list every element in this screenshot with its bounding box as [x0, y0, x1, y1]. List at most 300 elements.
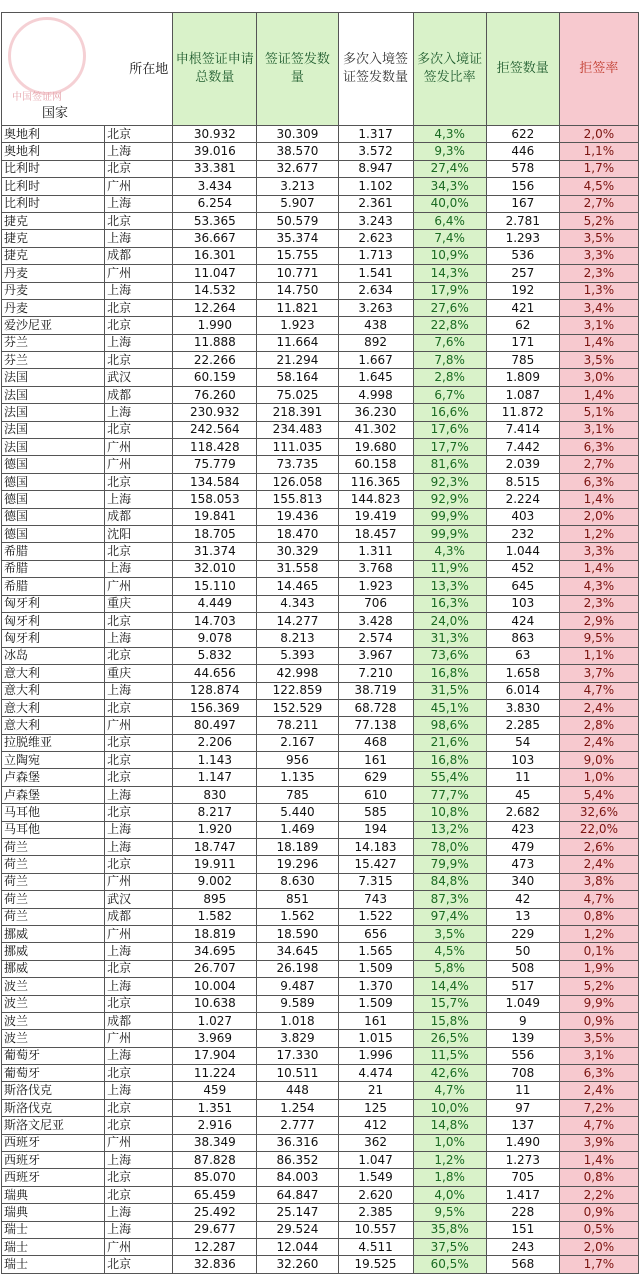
location-cell: 北京 [105, 734, 173, 751]
multi-ratio-cell: 14,8% [413, 1117, 486, 1134]
issued-cell: 29.524 [257, 1221, 338, 1238]
country-cell: 芬兰 [2, 334, 105, 351]
country-cell: 荷兰 [2, 873, 105, 890]
country-cell: 西班牙 [2, 1152, 105, 1169]
location-cell: 成都 [105, 247, 173, 264]
table-row [2, 1012, 639, 1029]
applications-cell: 32.010 [173, 560, 257, 577]
applications-cell: 2.916 [173, 1117, 257, 1134]
applications-cell: 11.224 [173, 1065, 257, 1082]
applications-cell: 830 [173, 786, 257, 803]
issued-cell: 86.352 [257, 1152, 338, 1169]
table-row [2, 752, 639, 769]
issued-cell: 9.589 [257, 995, 338, 1012]
issued-cell: 2.777 [257, 1117, 338, 1134]
multi-issued-cell: 1.549 [338, 1169, 413, 1186]
country-cell: 冰岛 [2, 647, 105, 664]
location-cell: 北京 [105, 1186, 173, 1203]
multi-ratio-cell: 92,3% [413, 473, 486, 490]
refusal-rate-cell: 9,5% [559, 630, 638, 647]
applications-cell: 459 [173, 1082, 257, 1099]
applications-cell: 18.747 [173, 839, 257, 856]
table-row [2, 960, 639, 977]
location-cell: 上海 [105, 195, 173, 212]
issued-cell: 78.211 [257, 717, 338, 734]
location-cell: 成都 [105, 1012, 173, 1029]
multi-ratio-cell: 10,0% [413, 1099, 486, 1116]
multi-issued-cell: 1.370 [338, 978, 413, 995]
multi-issued-cell: 4.998 [338, 386, 413, 403]
multi-issued-cell: 2.623 [338, 230, 413, 247]
table-row [2, 978, 639, 995]
country-cell: 卢森堡 [2, 786, 105, 803]
multi-ratio-cell: 22,8% [413, 317, 486, 334]
issued-cell: 34.645 [257, 943, 338, 960]
multi-issued-cell: 1.996 [338, 1047, 413, 1064]
multi-issued-cell: 1.047 [338, 1152, 413, 1169]
country-cell: 意大利 [2, 665, 105, 682]
refused-cell: 257 [486, 265, 559, 282]
applications-cell: 1.351 [173, 1099, 257, 1116]
issued-cell: 21.294 [257, 352, 338, 369]
location-cell: 广州 [105, 1030, 173, 1047]
refused-cell: 622 [486, 126, 559, 143]
multi-issued-cell: 706 [338, 595, 413, 612]
schengen-visa-table [1, 12, 639, 1274]
location-cell: 重庆 [105, 595, 173, 612]
multi-ratio-cell: 10,9% [413, 247, 486, 264]
location-cell: 武汉 [105, 369, 173, 386]
issued-cell: 5.393 [257, 647, 338, 664]
multi-issued-cell: 1.923 [338, 578, 413, 595]
table-row [2, 891, 639, 908]
table-row [2, 856, 639, 873]
refusal-rate-cell: 5,2% [559, 978, 638, 995]
header-location: 所在地 [129, 62, 169, 77]
refused-cell: 3.830 [486, 699, 559, 716]
multi-ratio-cell: 7,6% [413, 334, 486, 351]
table-row [2, 1134, 639, 1151]
country-cell: 波兰 [2, 978, 105, 995]
refused-cell: 863 [486, 630, 559, 647]
issued-cell: 10.771 [257, 265, 338, 282]
table-row [2, 247, 639, 264]
location-cell: 北京 [105, 1065, 173, 1082]
refused-cell: 97 [486, 1099, 559, 1116]
applications-cell: 1.147 [173, 769, 257, 786]
applications-cell: 53.365 [173, 212, 257, 229]
refused-cell: 785 [486, 352, 559, 369]
refused-cell: 54 [486, 734, 559, 751]
table-row [2, 508, 639, 525]
refused-cell: 11.872 [486, 404, 559, 421]
applications-cell: 9.078 [173, 630, 257, 647]
multi-issued-cell: 116.365 [338, 473, 413, 490]
refusal-rate-cell: 3,1% [559, 317, 638, 334]
header-country: 国家 [42, 106, 69, 121]
applications-cell: 134.584 [173, 473, 257, 490]
table-row [2, 839, 639, 856]
table-row [2, 665, 639, 682]
country-cell: 爱沙尼亚 [2, 317, 105, 334]
table-row [2, 578, 639, 595]
multi-ratio-cell: 5,8% [413, 960, 486, 977]
table-row [2, 1204, 639, 1221]
issued-cell: 1.018 [257, 1012, 338, 1029]
header-multi-issued: 多次入境签证签发数量 [338, 13, 413, 126]
location-cell: 广州 [105, 456, 173, 473]
country-cell: 德国 [2, 456, 105, 473]
table-row [2, 1169, 639, 1186]
multi-issued-cell: 2.620 [338, 1186, 413, 1203]
multi-issued-cell: 77.138 [338, 717, 413, 734]
refusal-rate-cell: 5,1% [559, 404, 638, 421]
table-row [2, 1117, 639, 1134]
country-cell: 立陶宛 [2, 752, 105, 769]
refusal-rate-cell: 1,4% [559, 560, 638, 577]
location-cell: 北京 [105, 769, 173, 786]
location-cell: 北京 [105, 1169, 173, 1186]
location-cell: 北京 [105, 543, 173, 560]
country-cell: 法国 [2, 421, 105, 438]
location-cell: 上海 [105, 978, 173, 995]
refusal-rate-cell: 4,7% [559, 1117, 638, 1134]
multi-ratio-cell: 78,0% [413, 839, 486, 856]
refusal-rate-cell: 3,5% [559, 1030, 638, 1047]
country-cell: 瑞典 [2, 1186, 105, 1203]
refusal-rate-cell: 6,3% [559, 473, 638, 490]
multi-ratio-cell: 16,8% [413, 665, 486, 682]
refusal-rate-cell: 1,2% [559, 525, 638, 542]
applications-cell: 2.206 [173, 734, 257, 751]
table-row [2, 1221, 639, 1238]
header-multi-ratio: 多次入境证签发比率 [413, 13, 486, 126]
location-cell: 北京 [105, 352, 173, 369]
country-cell: 比利时 [2, 178, 105, 195]
refused-cell: 1.809 [486, 369, 559, 386]
country-cell: 比利时 [2, 195, 105, 212]
refusal-rate-cell: 22,0% [559, 821, 638, 838]
table-row [2, 1047, 639, 1064]
multi-ratio-cell: 10,8% [413, 804, 486, 821]
location-cell: 北京 [105, 647, 173, 664]
header-refused: 拒签数量 [486, 13, 559, 126]
multi-issued-cell: 68.728 [338, 699, 413, 716]
refusal-rate-cell: 3,3% [559, 543, 638, 560]
multi-ratio-cell: 77,7% [413, 786, 486, 803]
location-cell: 上海 [105, 786, 173, 803]
applications-cell: 22.266 [173, 352, 257, 369]
refusal-rate-cell: 3,5% [559, 230, 638, 247]
table-row [2, 143, 639, 160]
table-row [2, 265, 639, 282]
table-row [2, 369, 639, 386]
applications-cell: 1.582 [173, 908, 257, 925]
country-cell: 荷兰 [2, 891, 105, 908]
multi-issued-cell: 60.158 [338, 456, 413, 473]
refused-cell: 232 [486, 525, 559, 542]
table-row [2, 491, 639, 508]
refused-cell: 229 [486, 925, 559, 942]
refusal-rate-cell: 1,7% [559, 1256, 638, 1273]
refusal-rate-cell: 2,3% [559, 265, 638, 282]
table-row [2, 160, 639, 177]
table-row [2, 873, 639, 890]
multi-issued-cell: 41.302 [338, 421, 413, 438]
country-cell: 捷克 [2, 247, 105, 264]
location-cell: 上海 [105, 230, 173, 247]
refusal-rate-cell: 5,2% [559, 212, 638, 229]
multi-ratio-cell: 27,6% [413, 299, 486, 316]
refused-cell: 2.039 [486, 456, 559, 473]
refusal-rate-cell: 4,7% [559, 682, 638, 699]
table-row [2, 943, 639, 960]
applications-cell: 38.349 [173, 1134, 257, 1151]
issued-cell: 14.465 [257, 578, 338, 595]
applications-cell: 34.695 [173, 943, 257, 960]
refused-cell: 13 [486, 908, 559, 925]
table-row [2, 178, 639, 195]
issued-cell: 19.436 [257, 508, 338, 525]
location-cell: 武汉 [105, 891, 173, 908]
country-cell: 意大利 [2, 717, 105, 734]
refusal-rate-cell: 3,5% [559, 352, 638, 369]
refused-cell: 421 [486, 299, 559, 316]
table-row [2, 126, 639, 143]
issued-cell: 851 [257, 891, 338, 908]
multi-issued-cell: 3.243 [338, 212, 413, 229]
refused-cell: 6.014 [486, 682, 559, 699]
issued-cell: 50.579 [257, 212, 338, 229]
applications-cell: 1.990 [173, 317, 257, 334]
refused-cell: 50 [486, 943, 559, 960]
refusal-rate-cell: 2,0% [559, 1239, 638, 1256]
multi-issued-cell: 1.667 [338, 352, 413, 369]
multi-ratio-cell: 60,5% [413, 1256, 486, 1273]
country-cell: 捷克 [2, 212, 105, 229]
refusal-rate-cell: 32,6% [559, 804, 638, 821]
issued-cell: 9.487 [257, 978, 338, 995]
location-cell: 上海 [105, 839, 173, 856]
country-cell: 瑞士 [2, 1256, 105, 1273]
multi-ratio-cell: 15,7% [413, 995, 486, 1012]
multi-issued-cell: 19.525 [338, 1256, 413, 1273]
issued-cell: 152.529 [257, 699, 338, 716]
applications-cell: 19.841 [173, 508, 257, 525]
refused-cell: 11 [486, 769, 559, 786]
country-cell: 波兰 [2, 995, 105, 1012]
multi-ratio-cell: 3,5% [413, 925, 486, 942]
country-cell: 卢森堡 [2, 769, 105, 786]
location-cell: 广州 [105, 178, 173, 195]
multi-ratio-cell: 17,9% [413, 282, 486, 299]
issued-cell: 25.147 [257, 1204, 338, 1221]
issued-cell: 10.511 [257, 1065, 338, 1082]
multi-issued-cell: 7.210 [338, 665, 413, 682]
table-row [2, 212, 639, 229]
refusal-rate-cell: 4,7% [559, 891, 638, 908]
location-cell: 广州 [105, 578, 173, 595]
issued-cell: 5.440 [257, 804, 338, 821]
multi-ratio-cell: 2,8% [413, 369, 486, 386]
applications-cell: 25.492 [173, 1204, 257, 1221]
issued-cell: 5.907 [257, 195, 338, 212]
multi-ratio-cell: 84,8% [413, 873, 486, 890]
applications-cell: 1.027 [173, 1012, 257, 1029]
refusal-rate-cell: 2,8% [559, 717, 638, 734]
issued-cell: 111.035 [257, 439, 338, 456]
issued-cell: 218.391 [257, 404, 338, 421]
multi-ratio-cell: 4,0% [413, 1186, 486, 1203]
refusal-rate-cell: 6,3% [559, 1065, 638, 1082]
location-cell: 北京 [105, 995, 173, 1012]
applications-cell: 16.301 [173, 247, 257, 264]
country-cell: 奥地利 [2, 143, 105, 160]
applications-cell: 19.911 [173, 856, 257, 873]
multi-ratio-cell: 9,5% [413, 1204, 486, 1221]
applications-cell: 5.832 [173, 647, 257, 664]
refused-cell: 403 [486, 508, 559, 525]
multi-ratio-cell: 7,8% [413, 352, 486, 369]
country-cell: 马耳他 [2, 821, 105, 838]
multi-ratio-cell: 27,4% [413, 160, 486, 177]
applications-cell: 26.707 [173, 960, 257, 977]
location-cell: 北京 [105, 299, 173, 316]
multi-ratio-cell: 6,4% [413, 212, 486, 229]
issued-cell: 14.750 [257, 282, 338, 299]
location-cell: 上海 [105, 1082, 173, 1099]
refused-cell: 139 [486, 1030, 559, 1047]
multi-ratio-cell: 31,3% [413, 630, 486, 647]
multi-issued-cell: 2.634 [338, 282, 413, 299]
multi-issued-cell: 19.680 [338, 439, 413, 456]
country-cell: 挪威 [2, 960, 105, 977]
refusal-rate-cell: 0,9% [559, 1204, 638, 1221]
issued-cell: 1.469 [257, 821, 338, 838]
applications-cell: 242.564 [173, 421, 257, 438]
refusal-rate-cell: 0,1% [559, 943, 638, 960]
multi-ratio-cell: 31,5% [413, 682, 486, 699]
refusal-rate-cell: 2,2% [559, 1186, 638, 1203]
refusal-rate-cell: 2,3% [559, 595, 638, 612]
refused-cell: 473 [486, 856, 559, 873]
refusal-rate-cell: 2,7% [559, 195, 638, 212]
country-cell: 希腊 [2, 560, 105, 577]
multi-issued-cell: 194 [338, 821, 413, 838]
country-cell: 斯洛伐克 [2, 1099, 105, 1116]
applications-cell: 1.143 [173, 752, 257, 769]
multi-ratio-cell: 16,6% [413, 404, 486, 421]
logo-text: 中国签证网 [12, 92, 62, 103]
table-row [2, 1099, 639, 1116]
location-cell: 北京 [105, 473, 173, 490]
country-cell: 芬兰 [2, 352, 105, 369]
multi-issued-cell: 19.419 [338, 508, 413, 525]
applications-cell: 39.016 [173, 143, 257, 160]
table-row [2, 299, 639, 316]
applications-cell: 3.969 [173, 1030, 257, 1047]
issued-cell: 11.664 [257, 334, 338, 351]
refusal-rate-cell: 2,0% [559, 126, 638, 143]
location-cell: 上海 [105, 1204, 173, 1221]
refused-cell: 151 [486, 1221, 559, 1238]
country-cell: 法国 [2, 369, 105, 386]
multi-ratio-cell: 17,7% [413, 439, 486, 456]
multi-ratio-cell: 13,3% [413, 578, 486, 595]
refusal-rate-cell: 2,4% [559, 699, 638, 716]
refused-cell: 1.044 [486, 543, 559, 560]
multi-ratio-cell: 55,4% [413, 769, 486, 786]
multi-ratio-cell: 16,3% [413, 595, 486, 612]
refused-cell: 2.781 [486, 212, 559, 229]
applications-cell: 9.002 [173, 873, 257, 890]
applications-cell: 36.667 [173, 230, 257, 247]
table-row [2, 769, 639, 786]
country-cell: 拉脱维亚 [2, 734, 105, 751]
refused-cell: 1.049 [486, 995, 559, 1012]
applications-cell: 30.932 [173, 126, 257, 143]
table-row [2, 473, 639, 490]
table-row [2, 1186, 639, 1203]
multi-ratio-cell: 4,5% [413, 943, 486, 960]
refusal-rate-cell: 1,9% [559, 960, 638, 977]
location-cell: 北京 [105, 160, 173, 177]
table-row [2, 525, 639, 542]
refused-cell: 1.273 [486, 1152, 559, 1169]
applications-cell: 12.287 [173, 1239, 257, 1256]
refusal-rate-cell: 0,8% [559, 1169, 638, 1186]
issued-cell: 11.821 [257, 299, 338, 316]
issued-cell: 75.025 [257, 386, 338, 403]
applications-cell: 4.449 [173, 595, 257, 612]
refused-cell: 2.224 [486, 491, 559, 508]
multi-ratio-cell: 35,8% [413, 1221, 486, 1238]
multi-ratio-cell: 37,5% [413, 1239, 486, 1256]
applications-cell: 75.779 [173, 456, 257, 473]
country-cell: 丹麦 [2, 265, 105, 282]
location-cell: 北京 [105, 804, 173, 821]
refused-cell: 137 [486, 1117, 559, 1134]
country-cell: 奥地利 [2, 126, 105, 143]
multi-ratio-cell: 99,9% [413, 525, 486, 542]
multi-ratio-cell: 4,3% [413, 126, 486, 143]
multi-ratio-cell: 34,3% [413, 178, 486, 195]
refused-cell: 479 [486, 839, 559, 856]
table-row [2, 1065, 639, 1082]
applications-cell: 15.110 [173, 578, 257, 595]
refusal-rate-cell: 2,0% [559, 508, 638, 525]
multi-issued-cell: 892 [338, 334, 413, 351]
refused-cell: 8.515 [486, 473, 559, 490]
applications-cell: 11.047 [173, 265, 257, 282]
location-cell: 北京 [105, 699, 173, 716]
location-cell: 北京 [105, 1099, 173, 1116]
issued-cell: 234.483 [257, 421, 338, 438]
issued-cell: 32.260 [257, 1256, 338, 1273]
refused-cell: 517 [486, 978, 559, 995]
refusal-rate-cell: 5,4% [559, 786, 638, 803]
refused-cell: 103 [486, 752, 559, 769]
table-row [2, 352, 639, 369]
table-row [2, 734, 639, 751]
multi-ratio-cell: 97,4% [413, 908, 486, 925]
country-cell: 波兰 [2, 1012, 105, 1029]
refusal-rate-cell: 1,4% [559, 386, 638, 403]
refused-cell: 645 [486, 578, 559, 595]
issued-cell: 32.677 [257, 160, 338, 177]
multi-issued-cell: 412 [338, 1117, 413, 1134]
table-row [2, 230, 639, 247]
